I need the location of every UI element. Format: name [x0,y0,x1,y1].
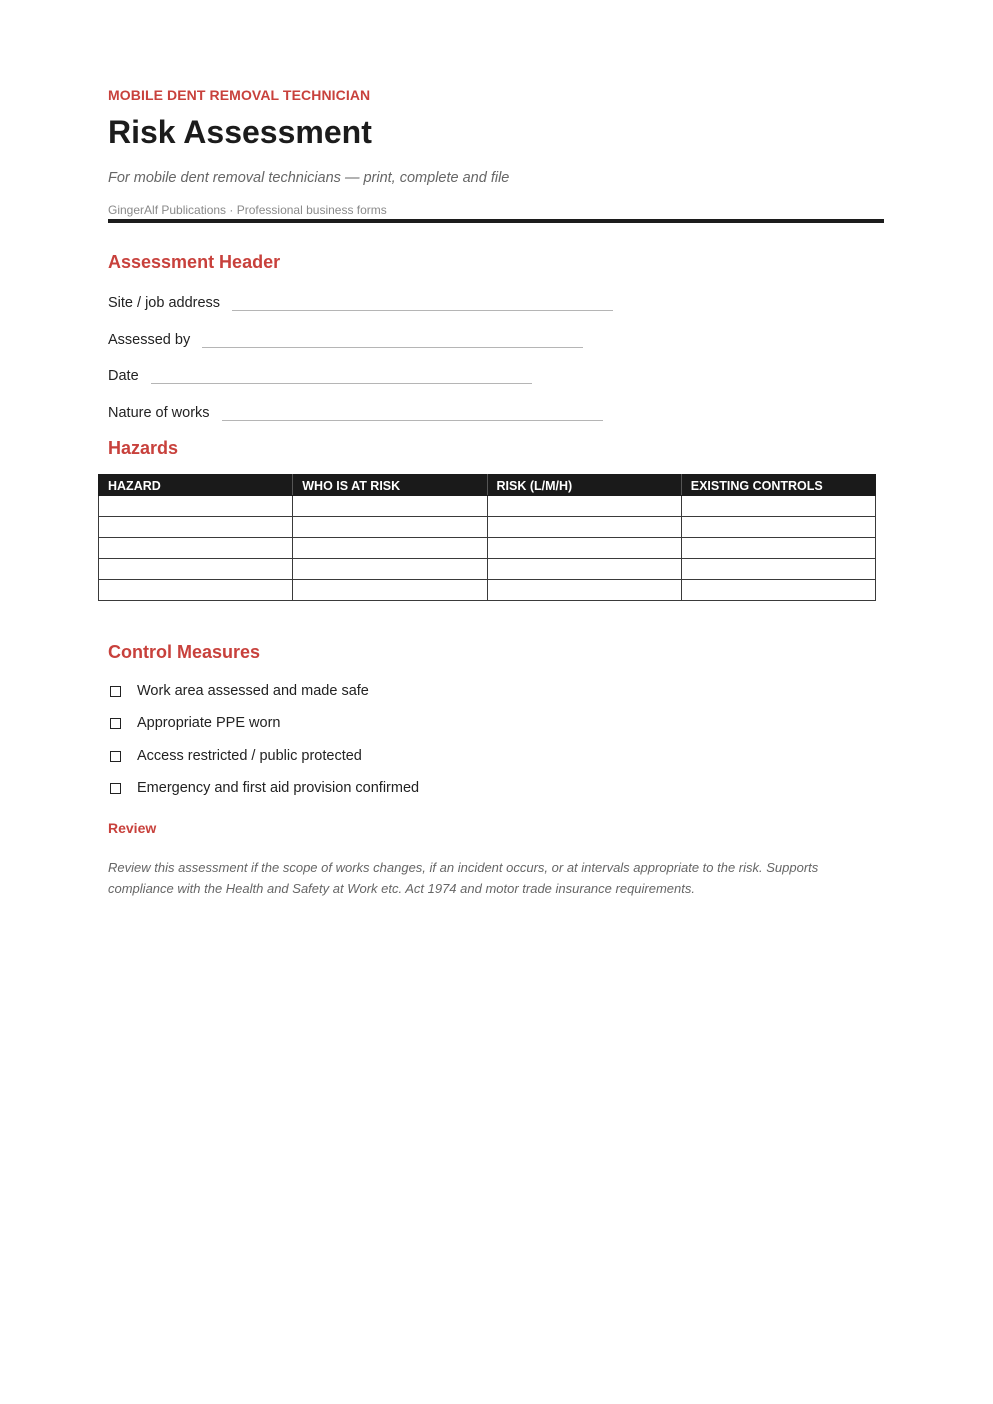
checkbox[interactable] [110,718,121,729]
review-heading: Review [108,820,157,836]
table-cell[interactable] [681,538,875,559]
header-divider [108,219,884,223]
control-item-ppe [108,713,280,733]
table-row [99,517,876,538]
control-item-label: Appropriate PPE worn [137,715,281,731]
table-cell[interactable] [99,559,293,580]
table-row [99,538,876,559]
table-cell[interactable] [487,559,681,580]
table-cell[interactable] [487,517,681,538]
table-cell[interactable] [99,580,293,601]
column-header-hazard: HAZARD [99,475,293,496]
table-cell[interactable] [487,496,681,517]
review-text: Review this assessment if the scope of works changes, if an incident occurs, or at intervals appropriate to the risk. Supports compliance with the Health and Safety at Work etc. Act 1974 and motor trade insurance requirements. [108,860,819,896]
table-row [99,496,876,517]
page-title: Risk Assessment [108,114,372,150]
column-header-risk: RISK (L/M/H) [487,475,681,496]
assessment-header-heading: Assessment Header [108,252,281,272]
table-cell[interactable] [487,538,681,559]
nature-of-works-label: Nature of works [108,405,210,421]
nature-of-works-field [108,399,603,421]
date-label: Date [108,368,139,384]
table-row [99,559,876,580]
table-cell[interactable] [293,496,487,517]
table-cell[interactable] [681,580,875,601]
control-item-work-area [108,681,369,701]
date-input-line[interactable] [151,383,532,384]
assessed-by-label: Assessed by [108,332,191,348]
date-field [108,362,532,384]
table-cell[interactable] [487,580,681,601]
assessed-by-field [108,326,583,348]
assessed-by-input-line[interactable] [202,347,583,348]
checkbox[interactable] [110,783,121,794]
hazards-header-row [99,475,876,496]
nature-of-works-input-line[interactable] [222,420,603,421]
checkbox[interactable] [110,686,121,697]
table-cell[interactable] [681,517,875,538]
column-header-who-at-risk: WHO IS AT RISK [293,475,487,496]
control-measures-heading: Control Measures [108,642,261,662]
page-subtitle: For mobile dent removal technicians — print, complete and file [108,170,510,186]
checkbox[interactable] [110,751,121,762]
table-cell[interactable] [99,538,293,559]
site-address-field [108,289,613,311]
publisher-credit: GingerAlf Publications · Professional business forms [108,203,387,217]
table-cell[interactable] [681,496,875,517]
control-item-label: Emergency and first aid provision confirmed [137,780,420,796]
control-item-label: Access restricted / public protected [137,748,362,764]
table-cell[interactable] [99,517,293,538]
document-eyebrow: MOBILE DENT REMOVAL TECHNICIAN [108,87,371,103]
site-address-label: Site / job address [108,295,221,311]
table-cell[interactable] [99,496,293,517]
table-row [99,580,876,601]
table-cell[interactable] [293,538,487,559]
hazards-table [98,474,876,601]
table-cell[interactable] [293,517,487,538]
table-cell[interactable] [681,559,875,580]
control-item-access [108,746,362,766]
table-cell[interactable] [293,559,487,580]
hazards-heading: Hazards [108,438,179,458]
table-cell[interactable] [293,580,487,601]
column-header-existing-controls: EXISTING CONTROLS [681,475,875,496]
control-item-emergency [108,778,419,798]
control-item-label: Work area assessed and made safe [137,683,369,699]
site-address-input-line[interactable] [232,310,613,311]
